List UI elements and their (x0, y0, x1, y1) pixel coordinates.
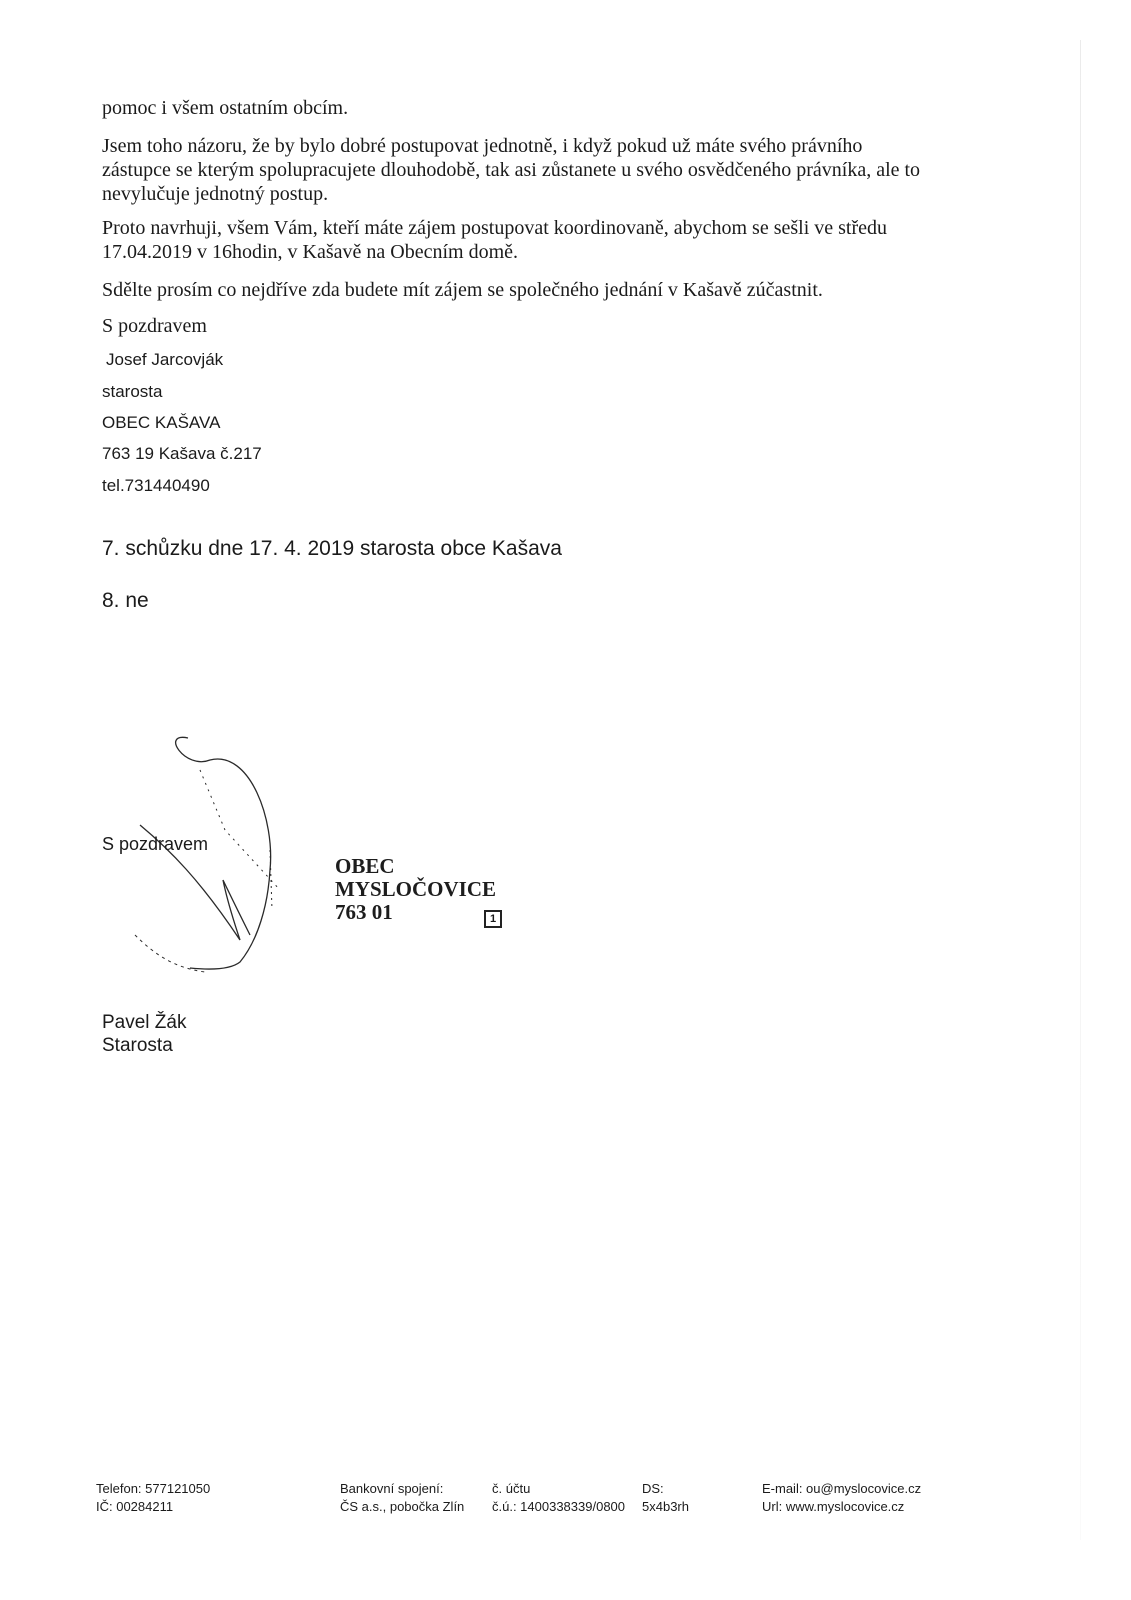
signatory-title: Starosta (102, 1035, 173, 1056)
footer-account-value: č.ú.: 1400338339/0800 (492, 1499, 626, 1514)
sender-phone: tel.731440490 (102, 476, 210, 495)
footer-account (492, 1480, 625, 1516)
footer-ds-value: 5x4b3rh (642, 1499, 689, 1514)
stamp-line-3: 763 01 (335, 900, 393, 924)
footer-phone: Telefon: 577121050 (96, 1481, 211, 1496)
footer-bank-label: Bankovní spojení: (340, 1481, 444, 1496)
handwritten-signature (130, 730, 310, 990)
letter-paragraph-2 (102, 134, 1002, 206)
office-stamp (335, 855, 496, 924)
sender-address: 763 19 Kašava č.217 (102, 444, 262, 463)
footer-account-label: č. účtu (492, 1481, 531, 1496)
letter-closing (102, 314, 1002, 338)
signatory-name: Pavel Žák (102, 1012, 187, 1033)
reply-item-8: 8. ne (102, 589, 149, 612)
letter-paragraph-3 (102, 216, 1002, 264)
sender-org: OBEC KAŠAVA (102, 413, 221, 432)
footer-email: E-mail: ou@myslocovice.cz (762, 1481, 922, 1496)
sender-role: starosta (102, 382, 163, 401)
stamp-line-2: MYSLOČOVICE (335, 877, 497, 901)
stamp-number-box: 1 (484, 910, 502, 928)
signature-greeting: S pozdravem (102, 834, 209, 854)
footer-web (762, 1480, 921, 1516)
letter-line: S pozdravem (102, 315, 207, 337)
letter-paragraph-4 (102, 278, 1002, 302)
letter-line: zástupce se kterým spolupracujete dlouhodobě, tak asi zůstanete u svého osvědčeného právníka, ale to (102, 159, 921, 181)
letter-line: nevylučuje jednotný postup. (102, 183, 329, 205)
footer-bank (340, 1480, 464, 1516)
footer-ds (642, 1480, 689, 1516)
letter-line: pomoc i všem ostatním obcím. (102, 97, 349, 119)
footer-ico: IČ: 00284211 (96, 1499, 174, 1514)
letter-line: Jsem toho názoru, že by bylo dobré postupovat jednotně, i když pokud už máte svého právního (102, 135, 863, 157)
footer-bank-name: ČS a.s., pobočka Zlín (340, 1499, 465, 1514)
letter-line: Proto navrhuji, všem Vám, kteří máte zájem postupovat koordinovaně, abychom se sešli ve středu (102, 217, 888, 239)
letter-line: 17.04.2019 v 16hodin, v Kašavě na Obecním domě. (102, 241, 519, 263)
letter-paragraph-1 (102, 96, 1002, 120)
stamp-line-1: OBEC (335, 854, 395, 878)
footer-contact (96, 1480, 210, 1516)
letter-line: Sdělte prosím co nejdříve zda budete mít zájem se společného jednání v Kašavě zúčastnit. (102, 279, 823, 301)
footer-ds-label: DS: (642, 1481, 664, 1496)
scan-edge-line (1080, 40, 1081, 1540)
reply-item-7: 7. schůzku dne 17. 4. 2019 starosta obce Kašava (102, 537, 562, 560)
footer-url: Url: www.myslocovice.cz (762, 1499, 905, 1514)
sender-name: Josef Jarcovják (106, 350, 224, 369)
